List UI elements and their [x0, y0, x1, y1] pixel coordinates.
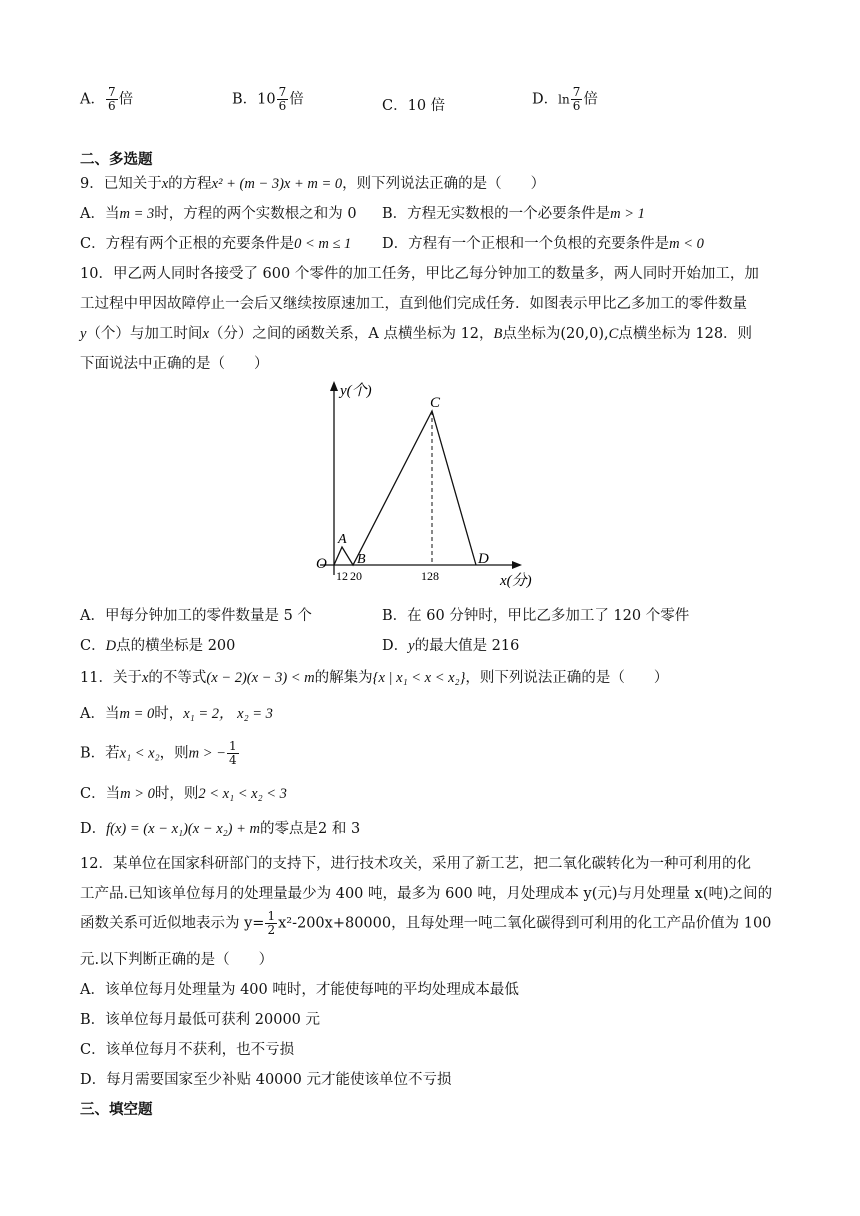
q9-option-c: C．方程有两个正根的充要条件是0 < m ≤ 1: [80, 236, 352, 252]
tick-20: 20: [350, 569, 362, 583]
q12-option-c: C．该单位每月不获利，也不亏损: [80, 1042, 295, 1058]
q12-stem-line-1: 12．某单位在国家科研部门的支持下，进行技术攻关，采用了新工艺，把二氧化碳转化为一种可利用的化: [80, 856, 751, 872]
q10-graph: [300, 375, 550, 595]
q10-option-c: C．D点的横坐标是 200: [80, 638, 236, 654]
x-axis-label: x(分): [500, 573, 532, 589]
q11-option-d: D．f(x) = (x − x₁)(x − x₂) + m的零点是2 和 3: [80, 821, 361, 837]
q9-stem: 9．已知关于x的方程x² + (m − 3)x + m = 0，则下列说法正确的是（ ）: [80, 176, 546, 192]
origin-label: O: [316, 556, 327, 572]
q12-option-a: A．该单位每月处理量为 400 吨时，才能使每吨的平均处理成本最低: [80, 982, 519, 998]
section-title-multiple-choice: 二、多选题: [80, 151, 153, 168]
y-axis-label: y(个): [340, 383, 372, 399]
q8-option-a: A． $\frac{7}{6}$ 倍: [80, 85, 134, 113]
q10-stem-line-3: y（个）与加工时间x（分）之间的函数关系，A 点横坐标为 12，B点坐标为(20,0),C点横坐标为 128．则: [80, 326, 753, 342]
section-title-fill-in: 三、填空题: [80, 1101, 153, 1118]
q9-option-d: D．方程有一个正根和一个负根的充要条件是m < 0: [382, 236, 704, 252]
tick-128: 128: [421, 569, 439, 583]
point-b-label: B: [357, 552, 366, 567]
q8-option-d: D．ln $\frac{7}{6}$ 倍: [532, 85, 598, 113]
fraction: $\frac{7}{6}$: [278, 85, 287, 113]
fraction: $\frac{7}{6}$: [107, 85, 116, 113]
tick-12: 12: [336, 569, 348, 583]
q12-option-d: D．每月需要国家至少补贴 40000 元才能使该单位不亏损: [80, 1072, 452, 1088]
q12-stem-line-4: 元.以下判断正确的是（ ）: [80, 952, 274, 968]
point-d-label: D: [478, 551, 489, 567]
x-axis-arrow: [512, 561, 522, 569]
fraction: $\frac{1}{4}$: [228, 739, 237, 767]
q11-option-b: B．若x₁ < x₂，则m > − $\frac{1}{4}$: [80, 739, 237, 767]
q8-option-c: C．10 倍: [382, 98, 446, 114]
fraction: $\frac{1}{2}$: [267, 909, 276, 937]
q10-stem-line-1: 10．甲乙两人同时各接受了 600 个零件的加工任务，甲比乙每分钟加工的数量多，两人同时开始加工，加: [80, 266, 759, 282]
q11-stem: 11．关于x的不等式(x − 2)(x − 3) < m的解集为{x | x₁ < x < x₂}，则下列说法正确的是（ ）: [80, 670, 669, 686]
q12-stem-line-2: 工产品.已知该单位每月的处理量最少为 400 吨，最多为 600 吨，月处理成本 y(元)与月处理量 x(吨)之间的: [80, 886, 773, 902]
fraction: $\frac{7}{6}$: [572, 85, 581, 113]
point-a-label: A: [338, 532, 347, 547]
q11-option-a: A．当m = 0时，x₁ = 2， x₂ = 3: [80, 706, 273, 722]
function-graph: [334, 411, 476, 565]
q11-option-c: C．当m > 0时，则2 < x₁ < x₂ < 3: [80, 786, 287, 802]
point-c-label: C: [430, 395, 441, 411]
q10-option-a: A．甲每分钟加工的零件数量是 5 个: [80, 608, 312, 624]
q12-option-b: B．该单位每月最低可获利 20000 元: [80, 1012, 320, 1028]
q9-option-a: A．当m = 3时，方程的两个实数根之和为 0: [80, 206, 357, 222]
q10-stem-line-4: 下面说法中正确的是（ ）: [80, 356, 269, 372]
y-axis-arrow: [330, 381, 338, 391]
q9-option-b: B．方程无实数根的一个必要条件是m > 1: [382, 206, 645, 222]
q10-stem-line-2: 工过程中甲因故障停止一会后又继续按原速加工，直到他们完成任务．如图表示甲比乙多加工的零件数量: [80, 296, 747, 312]
q10-option-b: B．在 60 分钟时，甲比乙多加工了 120 个零件: [382, 608, 690, 624]
q10-option-d: D．y的最大值是 216: [382, 638, 520, 654]
q12-stem-line-3: 函数关系可近似地表示为 y= $\frac{1}{2}$ x²-200x+80000，且每处理一吨二氧化碳得到可利用的化工产品价值为 100: [80, 909, 772, 937]
q8-option-b: B．10 $\frac{7}{6}$ 倍: [232, 85, 304, 113]
